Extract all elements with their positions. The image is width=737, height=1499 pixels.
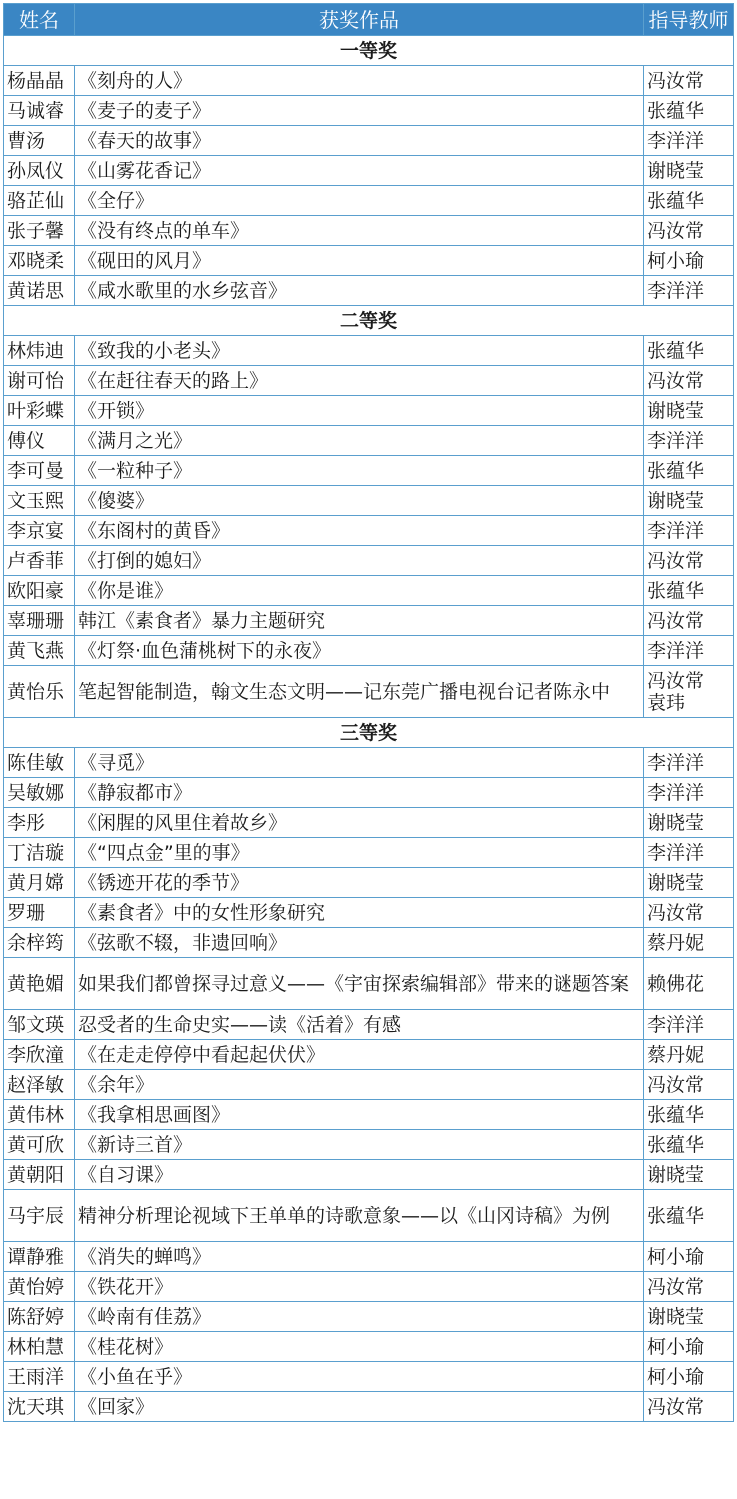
cell-teacher: 谢晓莹 (644, 396, 734, 426)
cell-name: 欧阳豪 (4, 576, 75, 606)
cell-work: 《闲腥的风里住着故乡》 (75, 808, 644, 838)
cell-teacher: 张蕴华 (644, 1100, 734, 1130)
cell-teacher: 李洋洋 (644, 748, 734, 778)
table-row (4, 96, 734, 126)
header-work: 获奖作品 (75, 4, 644, 36)
table-row (4, 1130, 734, 1160)
table-row (4, 546, 734, 576)
cell-name: 文玉熙 (4, 486, 75, 516)
cell-teacher: 柯小瑜 (644, 1362, 734, 1392)
cell-name: 骆芷仙 (4, 186, 75, 216)
cell-work: 《全仔》 (75, 186, 644, 216)
cell-work: 《在赶往春天的路上》 (75, 366, 644, 396)
cell-work: 《我拿相思画图》 (75, 1100, 644, 1130)
cell-teacher: 谢晓莹 (644, 1160, 734, 1190)
table-row (4, 66, 734, 96)
cell-name: 陈舒婷 (4, 1302, 75, 1332)
section-row (4, 306, 734, 336)
cell-name: 黄月嫦 (4, 868, 75, 898)
table-row (4, 1070, 734, 1100)
cell-teacher: 张蕴华 (644, 576, 734, 606)
cell-work: 《余年》 (75, 1070, 644, 1100)
cell-teacher: 李洋洋 (644, 1010, 734, 1040)
cell-teacher: 谢晓莹 (644, 486, 734, 516)
cell-name: 马宇辰 (4, 1190, 75, 1242)
cell-teacher: 张蕴华 (644, 1190, 734, 1242)
cell-work: 《东阁村的黄昏》 (75, 516, 644, 546)
table-row (4, 958, 734, 1010)
cell-name: 谭静雅 (4, 1242, 75, 1272)
cell-work: 《锈迹开花的季节》 (75, 868, 644, 898)
cell-work: 《自习课》 (75, 1160, 644, 1190)
cell-name: 李彤 (4, 808, 75, 838)
cell-work: 《回家》 (75, 1392, 644, 1422)
cell-name: 余梓筠 (4, 928, 75, 958)
cell-work: 《灯祭·血色蒲桃树下的永夜》 (75, 636, 644, 666)
cell-teacher: 张蕴华 (644, 1130, 734, 1160)
cell-teacher: 冯汝常 (644, 606, 734, 636)
cell-name: 谢可怡 (4, 366, 75, 396)
cell-name: 林柏慧 (4, 1332, 75, 1362)
cell-work: 《静寂都市》 (75, 778, 644, 808)
table-row (4, 156, 734, 186)
cell-work: 《致我的小老头》 (75, 336, 644, 366)
section-title: 一等奖 (4, 36, 734, 66)
table-row (4, 516, 734, 546)
cell-teacher: 谢晓莹 (644, 156, 734, 186)
table-row (4, 1242, 734, 1272)
cell-work: 《麦子的麦子》 (75, 96, 644, 126)
cell-teacher: 谢晓莹 (644, 1302, 734, 1332)
table-row (4, 898, 734, 928)
cell-work: 《开锁》 (75, 396, 644, 426)
cell-work: 《在走走停停中看起起伏伏》 (75, 1040, 644, 1070)
cell-work: 《素食者》中的女性形象研究 (75, 898, 644, 928)
cell-name: 杨晶晶 (4, 66, 75, 96)
cell-teacher: 冯汝常 (644, 1392, 734, 1422)
cell-name: 黄怡婷 (4, 1272, 75, 1302)
cell-name: 林炜迪 (4, 336, 75, 366)
table-row (4, 1362, 734, 1392)
header-row (4, 4, 734, 36)
cell-work: 《寻觅》 (75, 748, 644, 778)
table-row (4, 666, 734, 718)
table-row (4, 1100, 734, 1130)
cell-name: 赵泽敏 (4, 1070, 75, 1100)
cell-work: 精神分析理论视域下王单单的诗歌意象——以《山冈诗稿》为例 (75, 1190, 644, 1242)
cell-work: 《一粒种子》 (75, 456, 644, 486)
table-row (4, 808, 734, 838)
cell-teacher: 张蕴华 (644, 96, 734, 126)
cell-name: 邓晓柔 (4, 246, 75, 276)
table-row (4, 868, 734, 898)
cell-work: 《铁花开》 (75, 1272, 644, 1302)
cell-teacher: 李洋洋 (644, 516, 734, 546)
table-row (4, 1160, 734, 1190)
table-row (4, 748, 734, 778)
cell-teacher: 柯小瑜 (644, 1242, 734, 1272)
table-row (4, 366, 734, 396)
cell-name: 黄怡乐 (4, 666, 75, 718)
cell-name: 丁洁璇 (4, 838, 75, 868)
cell-name: 马诚睿 (4, 96, 75, 126)
table-row (4, 1332, 734, 1362)
cell-name: 李京宴 (4, 516, 75, 546)
table-row (4, 778, 734, 808)
cell-name: 黄诺思 (4, 276, 75, 306)
cell-name: 吴敏娜 (4, 778, 75, 808)
cell-work: 《岭南有佳荔》 (75, 1302, 644, 1332)
cell-work: 如果我们都曾探寻过意义——《宇宙探索编辑部》带来的谜题答案 (75, 958, 644, 1010)
cell-teacher: 谢晓莹 (644, 868, 734, 898)
cell-work: 韩江《素食者》暴力主题研究 (75, 606, 644, 636)
cell-teacher: 张蕴华 (644, 456, 734, 486)
cell-work: 《刻舟的人》 (75, 66, 644, 96)
cell-name: 黄可欣 (4, 1130, 75, 1160)
cell-teacher: 冯汝常 (644, 1070, 734, 1100)
cell-work: 《弦歌不辍，非遗回响》 (75, 928, 644, 958)
cell-teacher: 冯汝常 袁玮 (644, 666, 734, 718)
table-row (4, 636, 734, 666)
cell-teacher: 李洋洋 (644, 126, 734, 156)
cell-work: 《满月之光》 (75, 426, 644, 456)
cell-work: 笔起智能制造，翰文生态文明——记东莞广播电视台记者陈永中 (75, 666, 644, 718)
table-row (4, 606, 734, 636)
table-row (4, 576, 734, 606)
cell-name: 叶彩蝶 (4, 396, 75, 426)
cell-name: 曹汤 (4, 126, 75, 156)
section-title: 三等奖 (4, 718, 734, 748)
cell-teacher: 蔡丹妮 (644, 928, 734, 958)
table-body (4, 36, 734, 1422)
cell-name: 李欣潼 (4, 1040, 75, 1070)
table-row (4, 838, 734, 868)
cell-teacher: 谢晓莹 (644, 808, 734, 838)
table-row (4, 456, 734, 486)
section-row (4, 36, 734, 66)
cell-name: 黄飞燕 (4, 636, 75, 666)
table-row (4, 1190, 734, 1242)
cell-work: 《春天的故事》 (75, 126, 644, 156)
table-row (4, 336, 734, 366)
cell-teacher: 张蕴华 (644, 336, 734, 366)
cell-name: 辜珊珊 (4, 606, 75, 636)
cell-work: 《山雾花香记》 (75, 156, 644, 186)
cell-teacher: 冯汝常 (644, 1272, 734, 1302)
cell-work: 忍受者的生命史实——读《活着》有感 (75, 1010, 644, 1040)
table-row (4, 246, 734, 276)
cell-name: 王雨洋 (4, 1362, 75, 1392)
cell-name: 黄艳媚 (4, 958, 75, 1010)
cell-work: 《桂花树》 (75, 1332, 644, 1362)
table-row (4, 396, 734, 426)
cell-name: 黄伟林 (4, 1100, 75, 1130)
table-row (4, 928, 734, 958)
table-row (4, 1302, 734, 1332)
cell-teacher: 柯小瑜 (644, 1332, 734, 1362)
header-teacher: 指导教师 (644, 4, 734, 36)
table-row (4, 276, 734, 306)
cell-name: 张子馨 (4, 216, 75, 246)
cell-work: 《新诗三首》 (75, 1130, 644, 1160)
cell-teacher: 李洋洋 (644, 276, 734, 306)
cell-name: 卢香菲 (4, 546, 75, 576)
cell-teacher: 李洋洋 (644, 778, 734, 808)
cell-name: 李可曼 (4, 456, 75, 486)
cell-teacher: 赖佛花 (644, 958, 734, 1010)
header-name: 姓名 (4, 4, 75, 36)
cell-name: 沈天琪 (4, 1392, 75, 1422)
cell-work: 《傻婆》 (75, 486, 644, 516)
table-row (4, 186, 734, 216)
cell-name: 孙凤仪 (4, 156, 75, 186)
table-row (4, 1272, 734, 1302)
cell-teacher: 冯汝常 (644, 366, 734, 396)
cell-work: 《砚田的风月》 (75, 246, 644, 276)
cell-teacher: 李洋洋 (644, 838, 734, 868)
cell-work: 《打倒的媳妇》 (75, 546, 644, 576)
cell-teacher: 李洋洋 (644, 636, 734, 666)
cell-teacher: 柯小瑜 (644, 246, 734, 276)
table-row (4, 1010, 734, 1040)
cell-name: 陈佳敏 (4, 748, 75, 778)
cell-teacher: 冯汝常 (644, 898, 734, 928)
table-row (4, 216, 734, 246)
cell-work: 《“四点金”里的事》 (75, 838, 644, 868)
cell-name: 邹文瑛 (4, 1010, 75, 1040)
table-row (4, 126, 734, 156)
cell-work: 《你是谁》 (75, 576, 644, 606)
cell-name: 傅仪 (4, 426, 75, 456)
cell-work: 《消失的蝉鸣》 (75, 1242, 644, 1272)
cell-work: 《咸水歌里的水乡弦音》 (75, 276, 644, 306)
section-row (4, 718, 734, 748)
cell-name: 罗珊 (4, 898, 75, 928)
table-row (4, 486, 734, 516)
cell-work: 《没有终点的单车》 (75, 216, 644, 246)
cell-teacher: 张蕴华 (644, 186, 734, 216)
cell-teacher: 李洋洋 (644, 426, 734, 456)
cell-work: 《小鱼在乎》 (75, 1362, 644, 1392)
cell-teacher: 冯汝常 (644, 546, 734, 576)
table-row (4, 1392, 734, 1422)
cell-name: 黄朝阳 (4, 1160, 75, 1190)
table-row (4, 426, 734, 456)
cell-teacher: 冯汝常 (644, 216, 734, 246)
table-header (4, 4, 734, 36)
table-row (4, 1040, 734, 1070)
section-title: 二等奖 (4, 306, 734, 336)
cell-teacher: 蔡丹妮 (644, 1040, 734, 1070)
awards-table (3, 3, 734, 1422)
cell-teacher: 冯汝常 (644, 66, 734, 96)
